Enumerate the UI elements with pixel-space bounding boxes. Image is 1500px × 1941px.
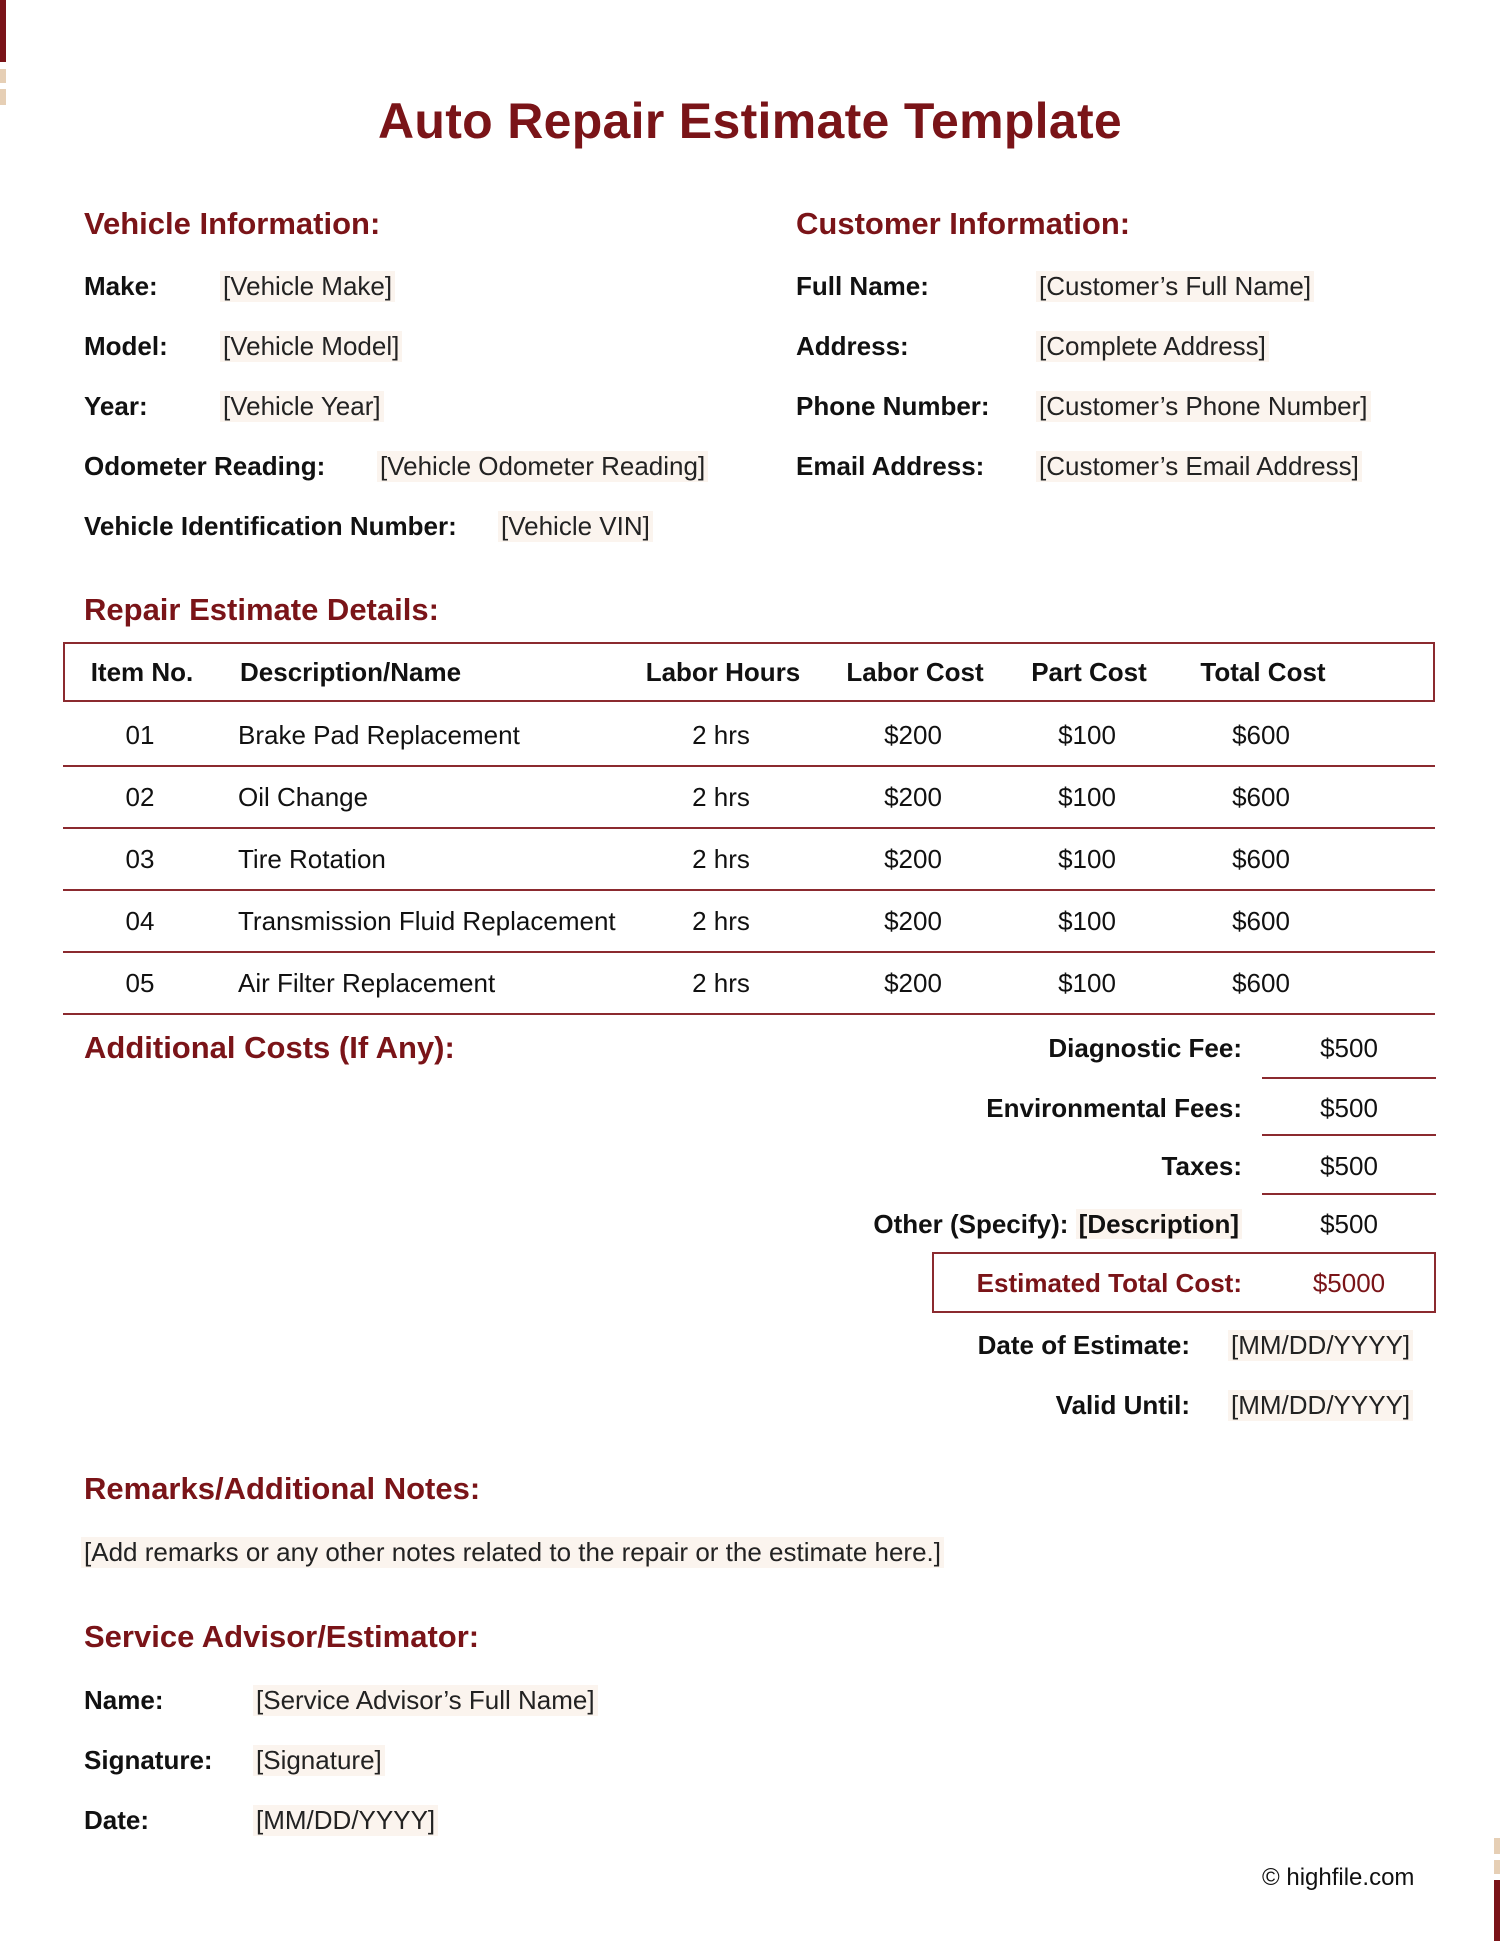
item-no-cell: 05: [125, 968, 155, 998]
phone-field[interactable]: [Customer’s Phone Number]: [1036, 391, 1371, 422]
diagnostic-fee-label: Diagnostic Fee:: [1048, 1033, 1242, 1063]
corner-deco-bottom-light-2: [1494, 1860, 1500, 1874]
labor-hours-cell: 2 hrs: [692, 844, 750, 874]
labor-hours-cell: 2 hrs: [692, 720, 750, 750]
taxes-label: Taxes:: [1161, 1151, 1242, 1181]
address-label: Address:: [796, 331, 909, 361]
item-no-cell: 03: [125, 844, 155, 874]
model-field[interactable]: [Vehicle Model]: [220, 331, 402, 362]
other-cost-value: $500: [1320, 1209, 1378, 1239]
year-field[interactable]: [Vehicle Year]: [220, 391, 384, 422]
divider: [1262, 1193, 1436, 1195]
odometer-field[interactable]: [Vehicle Odometer Reading]: [377, 451, 708, 482]
remarks-field[interactable]: [Add remarks or any other notes related to the repair or the estimate here.]: [81, 1537, 944, 1568]
other-description-field[interactable]: [Description]: [1076, 1209, 1242, 1239]
email-label: Email Address:: [796, 451, 985, 481]
advisor-name-label: Name:: [84, 1685, 164, 1715]
environmental-fees-label: Environmental Fees:: [986, 1093, 1242, 1123]
advisor-name-field[interactable]: [Service Advisor’s Full Name]: [253, 1685, 598, 1716]
email-field[interactable]: [Customer’s Email Address]: [1036, 451, 1362, 482]
date-of-estimate-field[interactable]: [MM/DD/YYYY]: [1228, 1330, 1413, 1361]
vehicle-info-heading: Vehicle Information:: [84, 206, 381, 241]
description-cell: Transmission Fluid Replacement: [238, 906, 616, 936]
corner-deco-bottom-light-1: [1494, 1838, 1500, 1854]
estimated-total-label: Estimated Total Cost:: [976, 1268, 1242, 1298]
table-row: [63, 767, 1435, 829]
environmental-fees-value: $500: [1320, 1093, 1378, 1123]
description-cell: Brake Pad Replacement: [238, 720, 520, 750]
labor-hours-cell: 2 hrs: [692, 906, 750, 936]
divider: [1262, 1134, 1436, 1136]
item-no-cell: 01: [125, 720, 155, 750]
divider: [1262, 1077, 1436, 1079]
odometer-label: Odometer Reading:: [84, 451, 326, 481]
labor-cost-cell: $200: [884, 906, 942, 936]
signature-label: Signature:: [84, 1745, 213, 1775]
column-header: Description/Name: [240, 657, 462, 687]
item-no-cell: 04: [125, 906, 155, 936]
vin-field[interactable]: [Vehicle VIN]: [498, 511, 653, 542]
part-cost-cell: $100: [1058, 782, 1116, 812]
labor-hours-cell: 2 hrs: [692, 782, 750, 812]
make-field[interactable]: [Vehicle Make]: [220, 271, 395, 302]
make-label: Make:: [84, 271, 158, 301]
part-cost-cell: $100: [1058, 906, 1116, 936]
labor-hours-cell: 2 hrs: [692, 968, 750, 998]
total-cost-cell: $600: [1232, 720, 1290, 750]
total-cost-cell: $600: [1232, 906, 1290, 936]
description-cell: Air Filter Replacement: [238, 968, 496, 998]
advisor-date-field[interactable]: [MM/DD/YYYY]: [253, 1805, 438, 1836]
year-label: Year:: [84, 391, 148, 421]
remarks-heading: Remarks/Additional Notes:: [84, 1471, 481, 1506]
diagnostic-fee-value: $500: [1320, 1033, 1378, 1063]
other-cost-label: [873, 1209, 1242, 1240]
full-name-field[interactable]: [Customer’s Full Name]: [1036, 271, 1314, 302]
other-specify-label: Other (Specify):: [873, 1209, 1069, 1239]
estimated-total-value: $5000: [1312, 1268, 1386, 1298]
date-of-estimate-label: Date of Estimate:: [977, 1330, 1190, 1360]
table-header: [63, 642, 1435, 702]
signature-field[interactable]: [Signature]: [253, 1745, 385, 1776]
full-name-label: Full Name:: [796, 271, 929, 301]
column-header: Part Cost: [1031, 657, 1147, 687]
address-field[interactable]: [Complete Address]: [1036, 331, 1269, 362]
page-title: Auto Repair Estimate Template: [377, 93, 1123, 149]
description-cell: Tire Rotation: [238, 844, 386, 874]
vin-label: Vehicle Identification Number:: [84, 511, 457, 541]
total-cost-cell: $600: [1232, 844, 1290, 874]
description-cell: Oil Change: [238, 782, 369, 812]
labor-cost-cell: $200: [884, 844, 942, 874]
part-cost-cell: $100: [1058, 720, 1116, 750]
total-cost-cell: $600: [1232, 782, 1290, 812]
column-header: Labor Cost: [846, 657, 984, 687]
service-advisor-heading: Service Advisor/Estimator:: [84, 1619, 480, 1654]
additional-costs-heading: Additional Costs (If Any):: [84, 1030, 455, 1065]
table-row: [63, 891, 1435, 953]
labor-cost-cell: $200: [884, 968, 942, 998]
labor-cost-cell: $200: [884, 720, 942, 750]
customer-info-heading: Customer Information:: [796, 206, 1131, 241]
column-header: Total Cost: [1200, 657, 1326, 687]
corner-deco-top-light-1: [0, 69, 6, 83]
corner-deco-bottom-dark: [1494, 1880, 1500, 1941]
copyright-text: © highfile.com: [1262, 1864, 1415, 1891]
phone-label: Phone Number:: [796, 391, 990, 421]
table-row: [63, 829, 1435, 891]
model-label: Model:: [84, 331, 168, 361]
advisor-date-label: Date:: [84, 1805, 150, 1835]
part-cost-cell: $100: [1058, 968, 1116, 998]
corner-deco-top-dark: [0, 0, 6, 62]
part-cost-cell: $100: [1058, 844, 1116, 874]
table-row: [63, 953, 1435, 1015]
labor-cost-cell: $200: [884, 782, 942, 812]
taxes-value: $500: [1320, 1151, 1378, 1181]
table-row: [63, 705, 1435, 767]
item-no-cell: 02: [125, 782, 155, 812]
total-cost-cell: $600: [1232, 968, 1290, 998]
column-header: Labor Hours: [645, 657, 801, 687]
valid-until-field[interactable]: [MM/DD/YYYY]: [1228, 1390, 1413, 1421]
repair-details-heading: Repair Estimate Details:: [84, 592, 439, 627]
valid-until-label: Valid Until:: [1055, 1390, 1190, 1420]
column-header: Item No.: [90, 657, 194, 687]
